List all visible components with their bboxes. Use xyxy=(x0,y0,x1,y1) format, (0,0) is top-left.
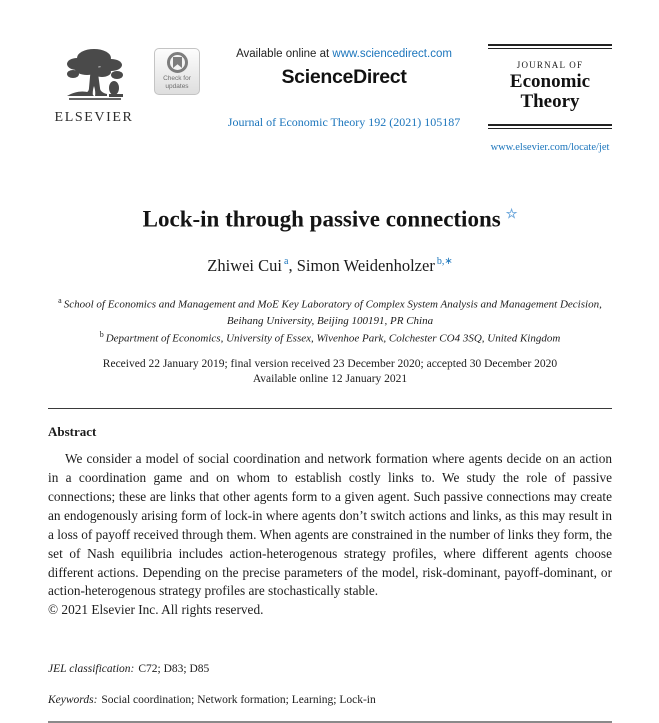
check-updates-label: Check for updates xyxy=(163,75,191,91)
affiliation-line-b xyxy=(48,329,612,347)
affiliation-text-b: Department of Economics, University of Essex, Wivenhoe Park, Colchester CO4 3SQ, United Kingdom xyxy=(105,332,561,345)
journal-url-link[interactable]: www.elsevier.com/locate/jet xyxy=(490,141,610,153)
keywords-text: Social coordination; Network formation; Learning; Lock-in xyxy=(101,694,376,707)
article-title xyxy=(48,206,612,233)
author-name-1: Zhiwei Cui xyxy=(207,255,282,275)
elsevier-tree-icon xyxy=(57,44,131,108)
abstract-heading: Abstract xyxy=(48,424,97,440)
available-online-date: Available online 12 January 2021 xyxy=(252,373,408,386)
jel-codes: C72; D83; D85 xyxy=(138,663,210,676)
received-line: Received 22 January 2019; final version received 23 December 2020; accepted 30 December 2020 xyxy=(102,358,558,371)
copyright-line: © 2021 Elsevier Inc. All rights reserved. xyxy=(48,602,264,618)
affiliation-sup-b: b xyxy=(99,330,104,340)
affiliation-line-a xyxy=(58,295,603,330)
header-center xyxy=(200,44,488,130)
affiliation-text-a: School of Economics and Management and MoE Key Laboratory of Complex System Analysis and Management Decision, Beihang University, Beijing 100191, PR China xyxy=(63,298,602,327)
masthead-economic: Economic xyxy=(509,71,591,92)
author-separator: , xyxy=(288,255,297,275)
journal-header xyxy=(48,44,612,153)
title-footnote-star[interactable]: ☆ xyxy=(505,205,518,221)
abstract-body: We consider a model of social coordination and network formation where agents decide on an action in a coordination game and on whom to establish costly links to. We study the role of passive connections; these are links that other agents form to a given agent. Such passive connections may create an endogenously arising form of lock-in where agents don’t switch actions and links, as this may result in a loss of payoff received through them. When agents are constrained in the number of links they form, the set of Nash equilibria includes action-heterogenous strategy profiles, where different agents choose different actions. Depending on the precise parameters of the model, risk-dominant, payoff-dominant, or action-heterogenous strategy profiles are stochastically stable. xyxy=(48,451,612,599)
affiliations xyxy=(48,295,612,348)
keywords-label: Keywords: xyxy=(48,694,98,707)
sciencedirect-link[interactable]: www.sciencedirect.com xyxy=(332,48,452,60)
available-online-text: Available online at xyxy=(236,48,330,60)
masthead-journal-of: JOURNAL OF xyxy=(516,60,584,70)
check-updates-badge[interactable] xyxy=(154,48,200,95)
authors-line xyxy=(48,256,612,276)
available-online-line xyxy=(200,48,488,60)
jel-label: JEL classification: xyxy=(48,663,135,676)
affiliation-sup-a: a xyxy=(58,295,62,305)
sciencedirect-logo: ScienceDirect xyxy=(281,66,407,88)
jel-line xyxy=(48,663,612,675)
bookmark-icon xyxy=(167,52,188,73)
journal-citation: Journal of Economic Theory 192 (2021) 105187 xyxy=(227,115,461,129)
elsevier-logo-text: ELSEVIER xyxy=(54,110,134,125)
author-sup-1[interactable]: a xyxy=(283,256,289,268)
author-name-2: Simon Weidenholzer xyxy=(296,255,435,275)
journal-masthead xyxy=(488,44,612,153)
keywords-line xyxy=(48,694,612,706)
author-sup-2[interactable]: b,∗ xyxy=(436,256,453,268)
article-title-text: Lock-in through passive connections xyxy=(142,206,501,232)
abstract-top-divider xyxy=(48,408,612,409)
elsevier-logo xyxy=(48,44,140,126)
masthead-bottom-rule xyxy=(488,124,612,129)
masthead-theory: Theory xyxy=(520,90,580,112)
